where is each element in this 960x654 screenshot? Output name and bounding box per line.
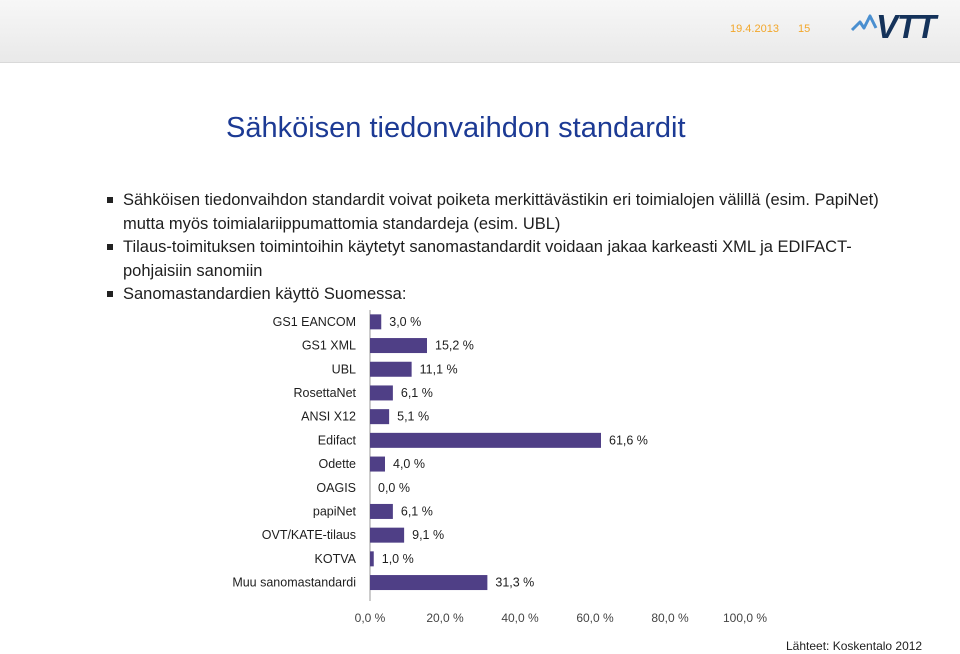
bar: [370, 575, 487, 590]
value-label: 61,6 %: [609, 433, 648, 448]
bar: [370, 504, 393, 519]
x-tick-label: 20,0 %: [426, 611, 464, 625]
value-label: 5,1 %: [397, 409, 430, 424]
x-tick-label: 80,0 %: [651, 611, 689, 625]
value-label: 4,0 %: [393, 457, 425, 472]
bullet-text: Sähköisen tiedonvaihdon standardit voivat poiketa merkittävästikin eri toimialojen välillä (esim. PapiNet) mutta myös toimialariippumattomia standardeja (esim. UBL): [123, 191, 879, 233]
value-label: 11,1 %: [419, 362, 458, 377]
value-label: 9,1 %: [412, 528, 445, 543]
bar: [370, 338, 427, 353]
slide-date: 19.4.2013: [730, 23, 779, 35]
category-label: Edifact: [317, 433, 356, 448]
bar: [370, 528, 404, 543]
bar: [370, 457, 385, 472]
category-label: OAGIS: [316, 480, 356, 495]
category-label: OVT/KATE-tilaus: [261, 528, 356, 543]
bar: [370, 551, 374, 566]
bar: [370, 385, 393, 400]
value-label: 31,3 %: [495, 575, 535, 590]
x-tick-label: 40,0 %: [501, 611, 539, 625]
slide-title: Sähköisen tiedonvaihdon standardit: [226, 112, 686, 144]
category-label: Odette: [318, 457, 356, 472]
x-tick-label: 100,0 %: [722, 611, 768, 625]
bar: [370, 409, 389, 424]
category-label: ANSI X12: [301, 409, 356, 424]
vtt-logo-text: VTT: [876, 8, 936, 45]
bullet-text: Tilaus-toimituksen toimintoihin käytetyt sanomastandardit voidaan jakaa karkeasti XML ja EDIFACT-pohjaisiin sanomiin: [123, 238, 852, 280]
category-label: UBL: [331, 362, 356, 377]
category-label: GS1 XML: [301, 338, 356, 353]
value-label: 6,1 %: [400, 504, 433, 519]
bar: [370, 433, 601, 448]
category-label: Muu sanomastandardi: [232, 575, 356, 590]
category-label: GS1 EANCOM: [272, 314, 356, 329]
bar: [370, 362, 412, 377]
value-label: 15,2 %: [435, 338, 474, 353]
category-label: RosettaNet: [293, 385, 356, 400]
bar: [370, 314, 381, 329]
source-note: Lähteet: Koskentalo 2012: [786, 639, 923, 653]
value-label: 3,0 %: [389, 314, 422, 329]
category-label: KOTVA: [314, 551, 356, 566]
x-tick-label: 0,0 %: [354, 611, 386, 625]
value-label: 0,0 %: [378, 480, 410, 495]
value-label: 1,0 %: [381, 551, 414, 566]
category-label: papiNet: [312, 504, 356, 519]
bullet-text: Sanomastandardien käyttö Suomessa:: [123, 285, 407, 303]
x-tick-label: 60,0 %: [576, 611, 614, 625]
slide-page-number: 15: [798, 23, 811, 35]
value-label: 6,1 %: [400, 385, 433, 400]
